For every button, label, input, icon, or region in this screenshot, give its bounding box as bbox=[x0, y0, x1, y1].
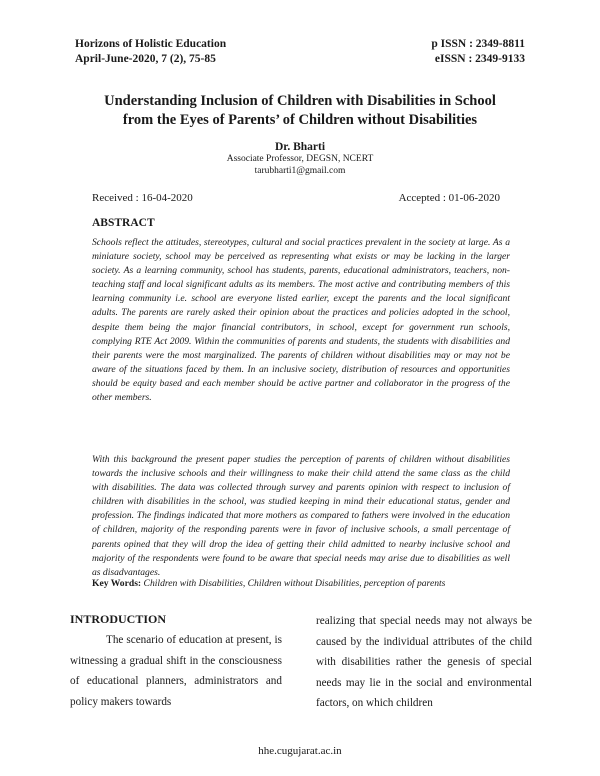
footer-url: hhe.cugujarat.ac.in bbox=[258, 745, 342, 757]
paper-title bbox=[60, 92, 540, 130]
introduction-heading: INTRODUCTION bbox=[70, 612, 167, 626]
abstract-heading: ABSTRACT bbox=[92, 217, 155, 229]
author-affiliation: Associate Professor, DEGSN, NCERT bbox=[226, 154, 374, 164]
title-line-1: Understanding Inclusion of Children with Disabilities in School bbox=[104, 93, 496, 109]
title-line-2: from the Eyes of Parents’ of Children without Disabilities bbox=[122, 112, 478, 128]
keywords-label: Key Words: bbox=[92, 578, 142, 589]
right-column bbox=[316, 611, 532, 714]
keywords bbox=[92, 577, 532, 590]
author-name: Dr. Bharti bbox=[274, 141, 326, 153]
left-column bbox=[70, 612, 282, 712]
introduction-right-text: realizing that special needs may not always be caused by the individual attributes of the child with disabilities rather the genesis of special needs may lie in the social and environmental factors, on which children bbox=[316, 615, 532, 709]
keywords-text: Children with Disabilities, Children without Disabilities, perception of parents bbox=[143, 578, 446, 589]
issn-header bbox=[431, 37, 525, 67]
e-issn: eISSN : 2349-9133 bbox=[434, 53, 525, 65]
abstract-paragraph-1: Schools reflect the attitudes, stereotypes, cultural and social practices prevalent in the society at large. As a miniature society, school may be perceived as representing what exists or may be lacking in the larger society. As a learning community, school has students, parents, educational administrators, teachers, non-teaching staff and local significant adults as its members. The most active and contributing members of this learning community i.e. school are everyone listed earlier, except the parents and the local significant adults. The parents are rarely asked their opinion about the practices and policies adopted in the school, despite them being the major financial contributors, in school, except for government run schools, complying RTE Act 2009. Within the communities of parents and students, the students with disabilities and their parents were the most marginalized. The parents of children without disabilities may or may not be aware of the situations faced by them. In an inclusive society, distribution of resources and opportunities should be equity based and each member should be active partner and collaborator in the progress of the other members. bbox=[92, 237, 510, 404]
journal-issue: April-June-2020, 7 (2), 75-85 bbox=[75, 53, 216, 65]
introduction-left-text: The scenario of education at present, is witnessing a gradual shift in the consciousness of educational planners, administrators and policy makers towards bbox=[70, 634, 282, 708]
author-email: tarubharti1@gmail.com bbox=[254, 166, 346, 176]
accepted-date: Accepted : 01-06-2020 bbox=[398, 192, 500, 204]
p-issn: p ISSN : 2349-8811 bbox=[431, 38, 525, 50]
journal-name: Horizons of Holistic Education bbox=[75, 38, 227, 50]
journal-header bbox=[75, 37, 226, 67]
received-date: Received : 16-04-2020 bbox=[92, 192, 193, 204]
abstract-paragraph-2: With this background the present paper studies the perception of parents of children without disabilities towards the inclusive schools and their willingness to make their child attend the same class as the child with disabilities. The data was collected through survey and parents opinion with respect to inclusion of children with disabilities in the school, was studied keeping in mind their educational status, gender and profession. The findings indicated that more mothers as compared to fathers were involved in the education of children, majority of the responding parents were in favor of inclusive schools, a small percentage of parents opined that they will drop the idea of getting their child admitted to nearby inclusive school and majority of the respondents were found to be aware that special needs may arise due to disabilities as well as disadvantages. bbox=[92, 454, 510, 578]
